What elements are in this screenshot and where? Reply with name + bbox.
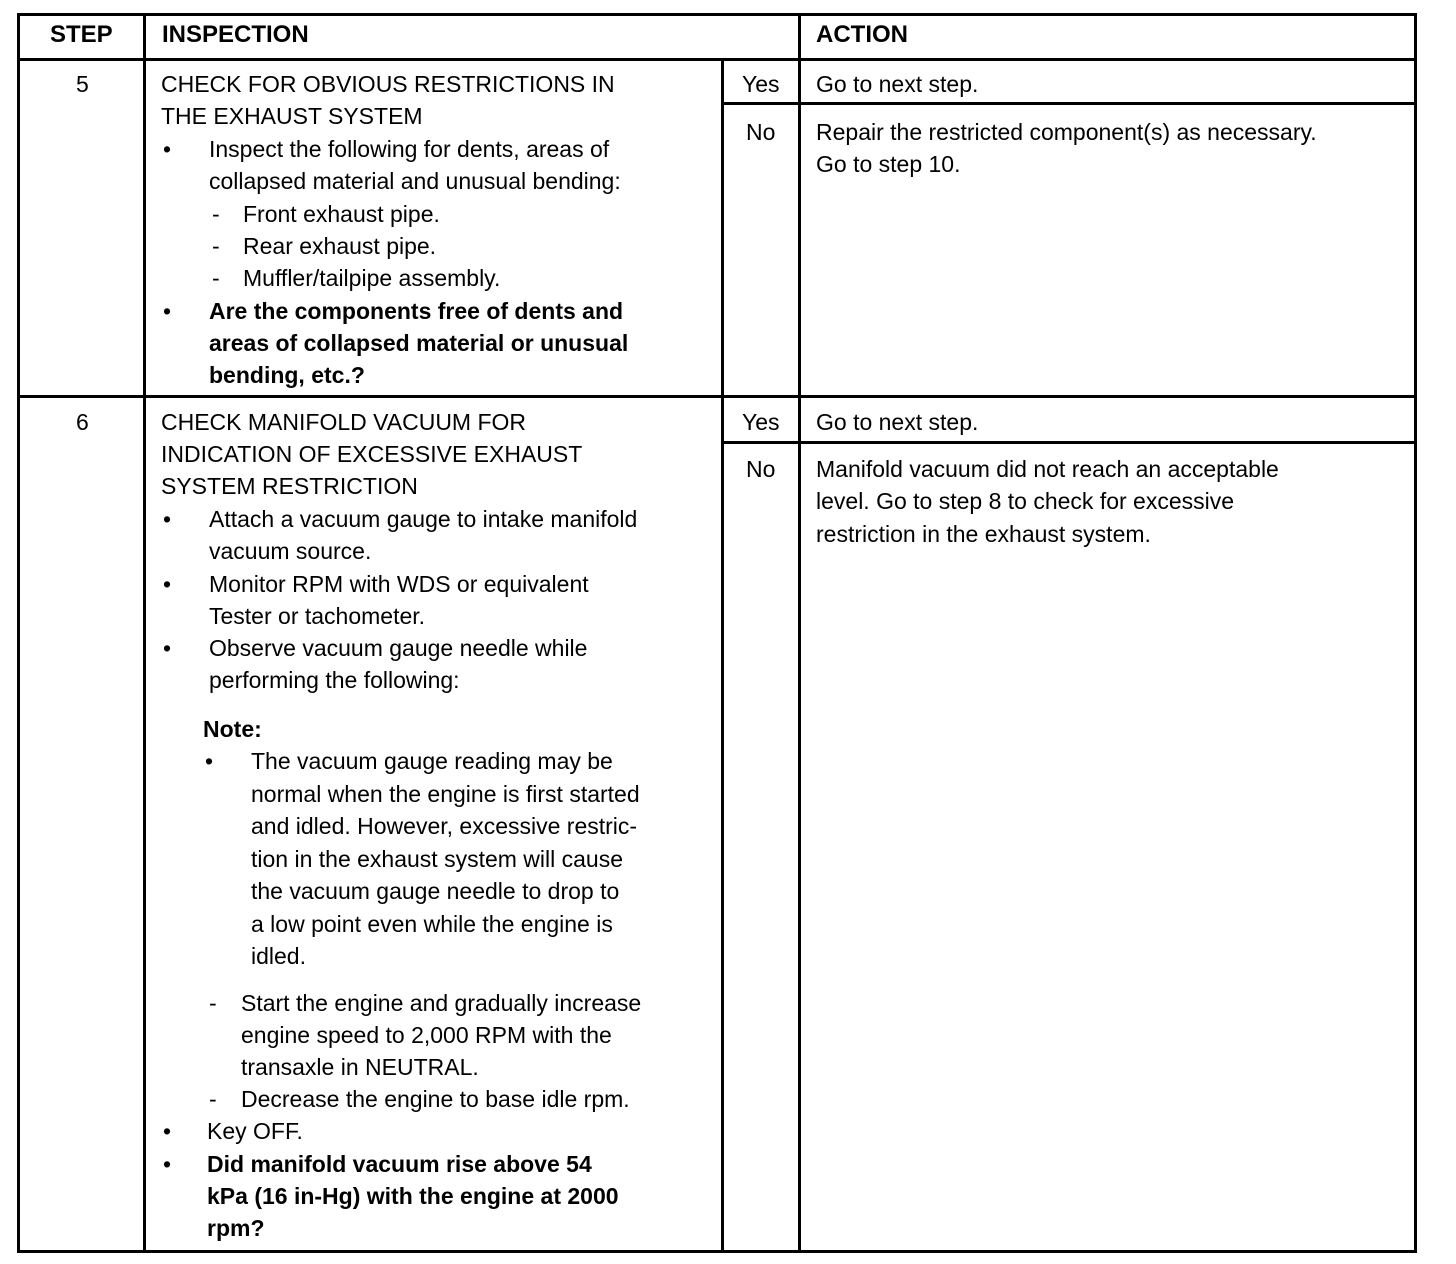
note-line: The vacuum gauge reading may be <box>251 748 613 774</box>
no-action-line: Manifold vacuum did not reach an acceptable <box>816 456 1279 482</box>
note-line: tion in the exhaust system will cause <box>251 845 624 872</box>
no-label: No <box>746 119 776 145</box>
step-title-line: CHECK MANIFOLD VACUUM FOR <box>161 409 527 435</box>
bullet-text: performing the following: <box>209 667 460 693</box>
bullet-text: Key OFF. <box>207 1118 303 1144</box>
dash-icon: - <box>209 990 217 1016</box>
note-text <box>251 745 709 973</box>
dash-text: transaxle in NEUTRAL. <box>241 1054 479 1080</box>
step-number: 5 <box>76 71 89 97</box>
header-step: STEP <box>50 21 113 48</box>
col-divider-inspection <box>721 60 724 1253</box>
bullet-text: Attach a vacuum gauge to intake manifold <box>209 506 638 532</box>
note-line: idled. <box>251 943 306 969</box>
bullet-text: Tester or tachometer. <box>209 603 426 629</box>
question-text: Did manifold vacuum rise above 54 <box>207 1151 592 1177</box>
question-text: bending, etc.? <box>209 362 365 388</box>
col-divider-action <box>798 13 801 1253</box>
no-action-line: Go to step 10. <box>816 151 961 177</box>
yes-label: Yes <box>742 71 780 97</box>
dash-text: Start the engine and gradually increase <box>241 990 642 1016</box>
question-text: rpm? <box>207 1215 265 1241</box>
bullet-text: Monitor RPM with WDS or equivalent <box>209 571 589 597</box>
bullet-icon: • <box>163 1151 172 1177</box>
row-divider <box>17 395 1417 398</box>
header-divider <box>17 58 1417 61</box>
no-label: No <box>746 456 776 482</box>
header-inspection: INSPECTION <box>162 21 309 48</box>
dash-icon: - <box>212 233 220 259</box>
dash-text: Muffler/tailpipe assembly. <box>243 265 501 291</box>
col-divider-step <box>143 13 146 1253</box>
yes-action: Go to next step. <box>816 71 979 97</box>
step-number: 6 <box>76 409 89 435</box>
bullet-icon: • <box>163 1118 172 1144</box>
bullet-text: Observe vacuum gauge needle while <box>209 635 588 661</box>
note-label: Note: <box>203 716 262 742</box>
question-text: areas of collapsed material or unusual <box>209 330 629 356</box>
question-text: Are the components free of dents and <box>209 298 624 324</box>
dash-icon: - <box>212 265 220 291</box>
question-text: kPa (16 in-Hg) with the engine at 2000 <box>207 1183 619 1209</box>
header-action: ACTION <box>816 21 908 48</box>
yes-label: Yes <box>742 409 780 435</box>
note-line: a low point even while the engine is <box>251 910 613 937</box>
step-title-line: SYSTEM RESTRICTION <box>161 473 418 499</box>
step-title-line: CHECK FOR OBVIOUS RESTRICTIONS IN <box>161 71 615 97</box>
dash-text: Rear exhaust pipe. <box>243 233 437 259</box>
row6-yes-divider <box>721 441 1417 444</box>
bullet-icon: • <box>205 748 214 774</box>
bullet-text: Inspect the following for dents, areas of <box>209 136 610 162</box>
step-title-line: THE EXHAUST SYSTEM <box>161 103 423 129</box>
dash-text: Front exhaust pipe. <box>243 201 440 227</box>
bullet-icon: • <box>163 298 172 324</box>
no-action-line: Repair the restricted component(s) as necessary. <box>816 119 1317 145</box>
yes-action: Go to next step. <box>816 409 979 435</box>
bullet-icon: • <box>163 635 172 661</box>
bullet-icon: • <box>163 136 172 162</box>
note-line: normal when the engine is first started <box>251 780 640 807</box>
row5-yes-divider <box>721 102 1417 105</box>
bullet-icon: • <box>163 506 172 532</box>
no-action-line: level. Go to step 8 to check for excessive <box>816 488 1235 514</box>
dash-text: engine speed to 2,000 RPM with the <box>241 1022 612 1048</box>
dash-text: Decrease the engine to base idle rpm. <box>241 1086 630 1112</box>
dash-icon: - <box>212 201 220 227</box>
no-action-line: restriction in the exhaust system. <box>816 521 1151 547</box>
note-line: the vacuum gauge needle to drop to <box>251 878 620 904</box>
bullet-text: collapsed material and unusual bending: <box>209 168 621 194</box>
step-title-line: INDICATION OF EXCESSIVE EXHAUST <box>161 441 583 467</box>
note-line: and idled. However, excessive restric- <box>251 813 638 839</box>
bullet-icon: • <box>163 571 172 597</box>
dash-icon: - <box>209 1086 217 1112</box>
bullet-text: vacuum source. <box>209 538 372 564</box>
